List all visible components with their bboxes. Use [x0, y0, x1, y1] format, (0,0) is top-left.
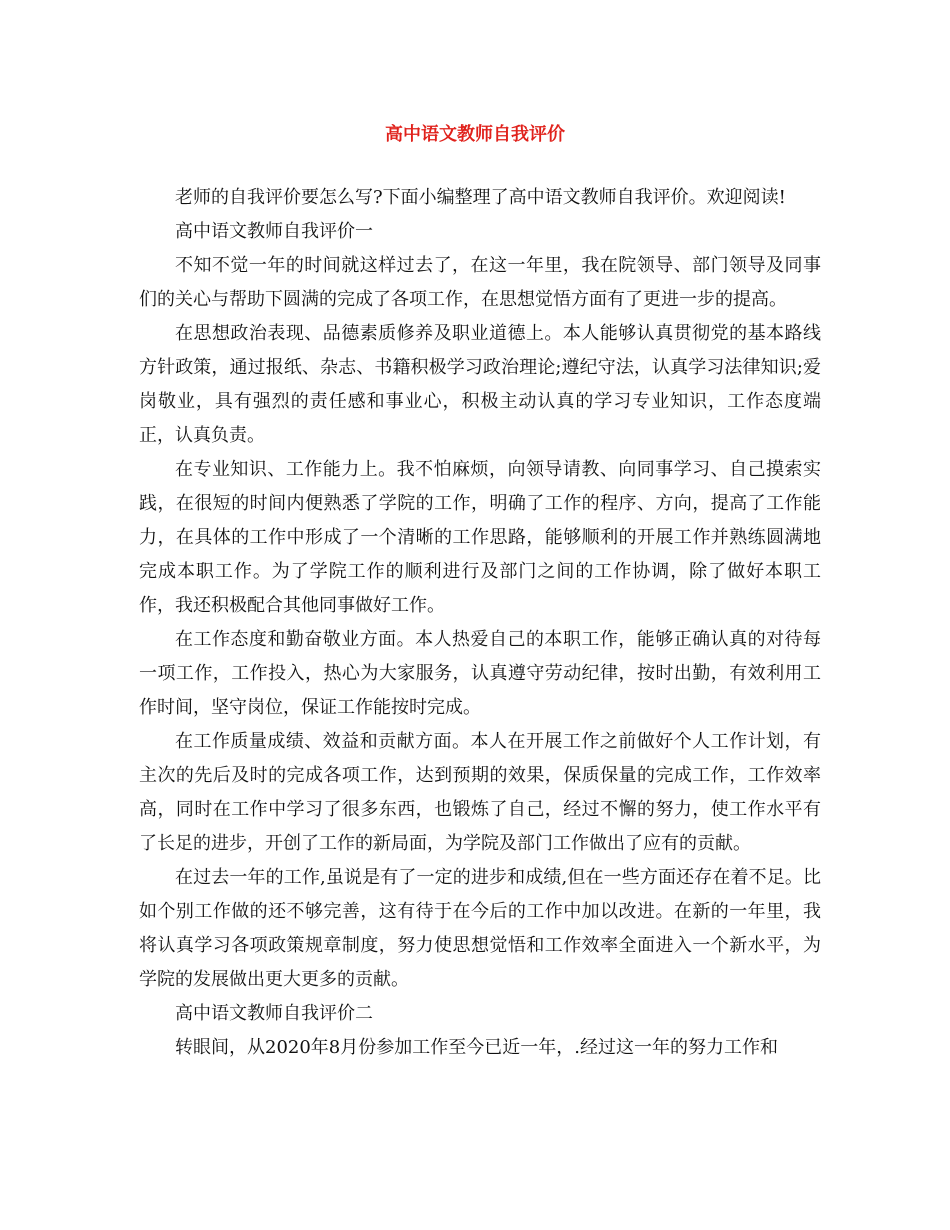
body-paragraph: 在工作质量成绩、效益和贡献方面。本人在开展工作之前做好个人工作计划，有主次的先后及时的完成各项工作，达到预期的效果，保质保量的完成工作，工作效率高，同时在工作中学习了很多东西，也锻炼了自己，经过不懈的努力，使工作水平有了长足的进步，开创了工作的新局面，为学院及部门工作做出了应有的贡献。	[139, 731, 821, 854]
body-paragraph: 转眼间，从2020年8月份参加工作至今已近一年，.经过这一年的努力工作和	[175, 1037, 778, 1058]
document-body	[139, 181, 821, 1065]
body-paragraph: 在思想政治表现、品德素质修养及职业道德上。本人能够认真贯彻党的基本路线方针政策，通过报纸、杂志、书籍积极学习政治理论;遵纪守法，认真学习法律知识;爱岗敬业，具有强烈的责任感和事业心，积极主动认真的学习专业知识，工作态度端正，认真负责。	[139, 323, 821, 446]
intro-paragraph: 老师的自我评价要怎么写?下面小编整理了高中语文教师自我评价。欢迎阅读!	[175, 187, 786, 208]
document-title: 高中语文教师自我评价	[385, 124, 565, 145]
body-paragraph: 在专业知识、工作能力上。我不怕麻烦，向领导请教、向同事学习、自己摸索实践，在很短的时间内便熟悉了学院的工作，明确了工作的程序、方向，提高了工作能力，在具体的工作中形成了一个清晰的工作思路，能够顺利的开展工作并熟练圆满地完成本职工作。为了学院工作的顺利进行及部门之间的工作协调，除了做好本职工作，我还积极配合其他同事做好工作。	[139, 459, 821, 616]
section-heading-two: 高中语文教师自我评价二	[175, 1003, 373, 1024]
section-heading-one: 高中语文教师自我评价一	[175, 221, 373, 242]
body-paragraph: 在工作态度和勤奋敬业方面。本人热爱自己的本职工作，能够正确认真的对待每一项工作，工作投入，热心为大家服务，认真遵守劳动纪律，按时出勤，有效利用工作时间，坚守岗位，保证工作能按时完成。	[139, 629, 821, 718]
body-paragraph: 在过去一年的工作,虽说是有了一定的进步和成绩,但在一些方面还存在着不足。比如个别工作做的还不够完善，这有待于在今后的工作中加以改进。在新的一年里，我将认真学习各项政策规章制度，努力使思想觉悟和工作效率全面进入一个新水平，为学院的发展做出更大更多的贡献。	[139, 867, 821, 990]
body-paragraph: 不知不觉一年的时间就这样过去了，在这一年里，我在院领导、部门领导及同事们的关心与帮助下圆满的完成了各项工作，在思想觉悟方面有了更进一步的提高。	[139, 255, 821, 310]
